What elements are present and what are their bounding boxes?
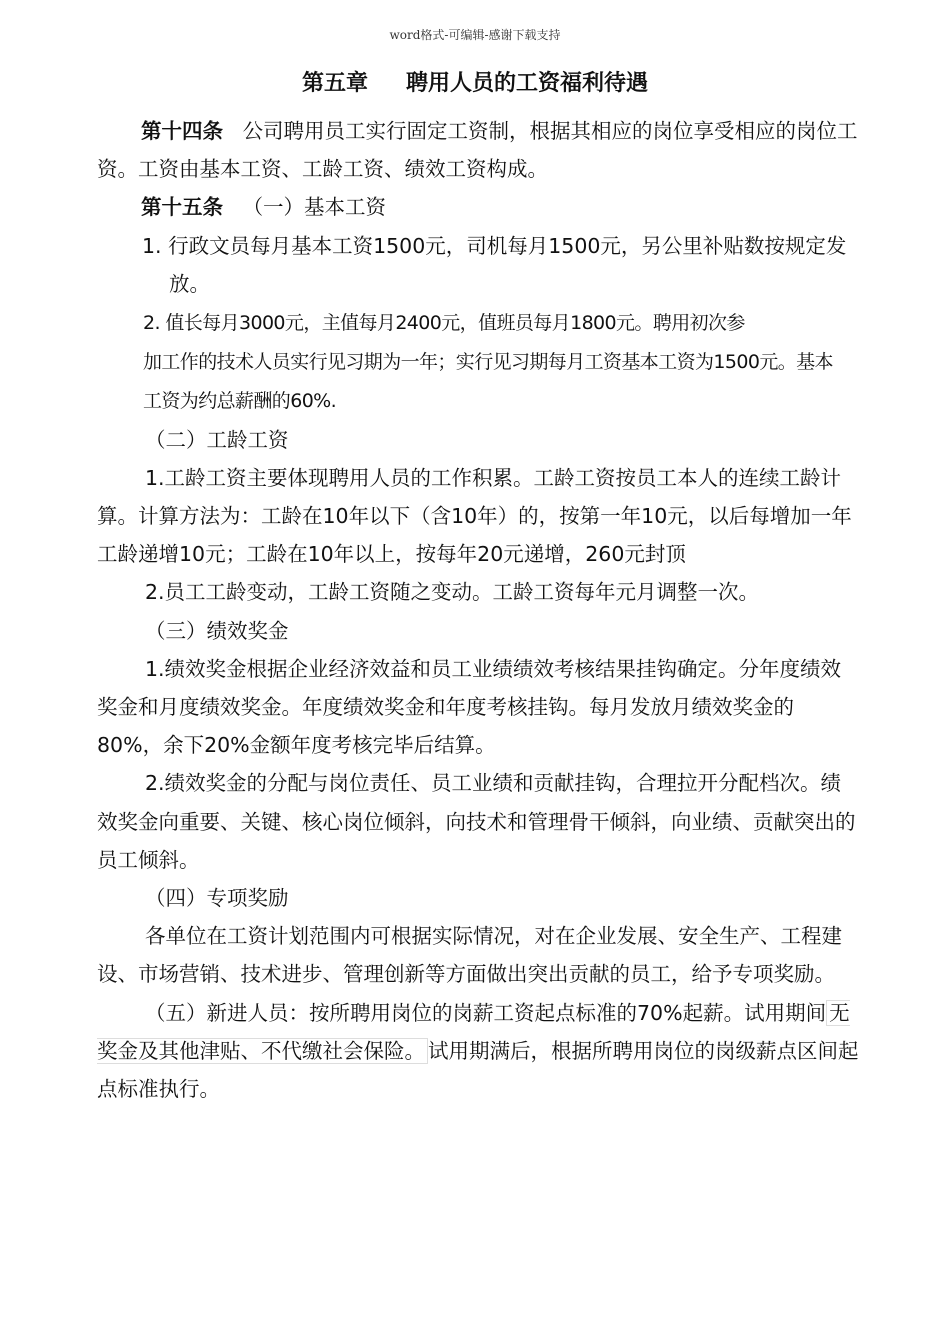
basic-item-2-line-b: 加工作的技术人员实行见习期为一年；实行见习期每月工资基本工资为1500元。基本: [143, 351, 833, 374]
performance-p1: 1.绩效奖金根据企业经济效益和员工业绩绩效考核结果挂钩确定。分年度绩效奖金和月度绩效奖金。年度绩效奖金和年度考核挂钩。每月发放月绩效奖金的80%，余下20%金额年度考核完毕后结算。: [97, 656, 842, 758]
newhire-text-a: （五）新进人员：按所聘用岗位的岗薪工资起点标准的70%起薪。试用期间: [145, 1000, 827, 1025]
article-15-label: 第十五条: [141, 195, 223, 220]
newhire-text-b: 试用期满后，根据所聘用岗位的岗级薪点区间起点标准执行。: [97, 1038, 859, 1102]
basic-item-1: 1. 行政文员每月基本工资1500元，司机每月1500元，另公里补贴数按规定发放。: [142, 233, 847, 296]
article-14: [97, 112, 859, 188]
chapter-title: [0, 66, 950, 97]
page-header: word格式-可编辑-感谢下载支持: [389, 28, 561, 42]
article-14-label: 第十四条: [141, 119, 223, 143]
article-14-text: 公司聘用员工实行固定工资制，根据其相应的岗位享受相应的岗位工资。工资由基本工资、工龄工资、绩效工资构成。: [97, 119, 858, 182]
chapter-name: 聘用人员的工资福利待遇: [406, 71, 649, 96]
document-body: [97, 112, 859, 1108]
special-heading: （四）专项奖励: [145, 886, 289, 911]
basic-item-2-line-c: 工资为约总薪酬的60%.: [143, 390, 337, 413]
article-15: [97, 188, 859, 226]
performance-heading: （三）绩效奖金: [145, 618, 289, 643]
chapter-number: 第五章: [301, 71, 368, 96]
seniority-heading: （二）工龄工资: [145, 427, 289, 452]
newhire-boxed-text: 无奖金及其他津贴、不代缴社会保险。: [97, 1000, 850, 1063]
basic-item-2: [97, 303, 859, 421]
seniority-p2: 2.员工工龄变动，工龄工资随之变动。工龄工资每年元月调整一次。: [145, 580, 760, 605]
article-15-text: （一）基本工资: [242, 195, 387, 220]
newhire-paragraph: [97, 994, 859, 1109]
special-p1: 各单位在工资计划范围内可根据实际情况，对在企业发展、安全生产、工程建设、市场营销、技术进步、管理创新等方面做出突出贡献的员工，给予专项奖励。: [97, 924, 842, 987]
performance-p2: 2.绩效奖金的分配与岗位责任、员工业绩和贡献挂钩，合理拉开分配档次。绩效奖金向重要、关键、核心岗位倾斜，向技术和管理骨干倾斜，向业绩、贡献突出的员工倾斜。: [97, 771, 856, 872]
basic-item-2-line-a: 2. 值长每月3000元，主值每月2400元，值班员每月1800元。聘用初次参: [143, 312, 745, 335]
seniority-p1: 1.工龄工资主要体现聘用人员的工作积累。工龄工资按员工本人的连续工龄计算。计算方法为：工龄在10年以下（含10年）的，按第一年10元，以后每增加一年工龄递增10元；工龄在10年以上，按每年20元递增，260元封顶: [97, 465, 852, 567]
